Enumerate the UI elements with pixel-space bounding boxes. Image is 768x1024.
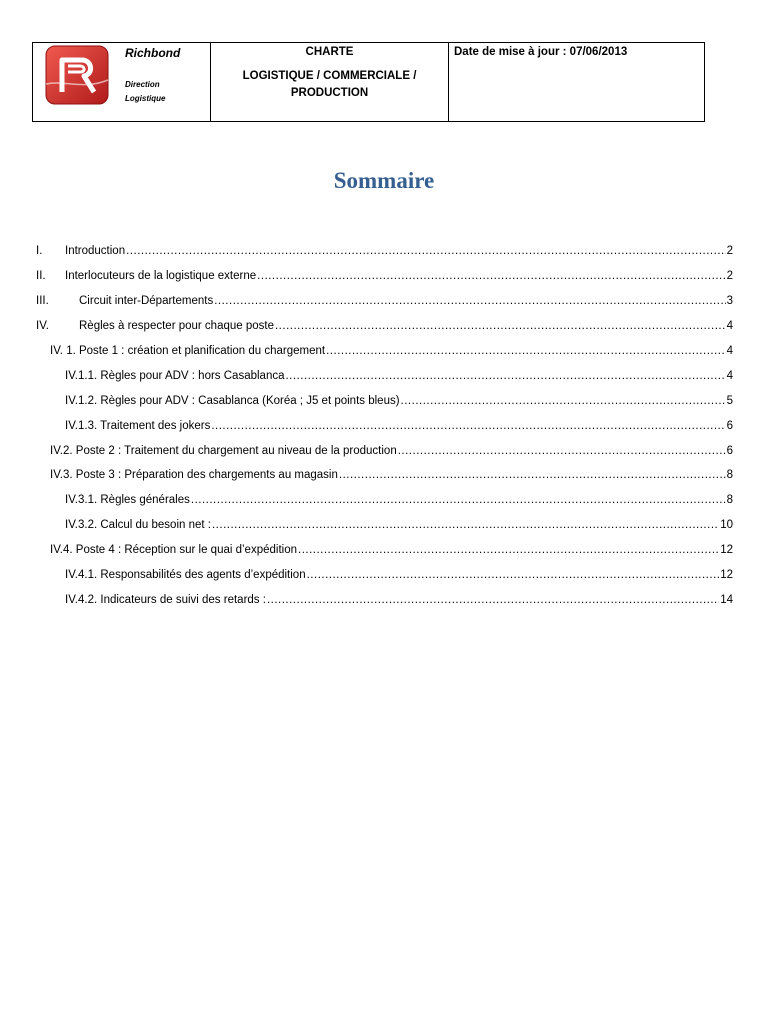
- department-name: [125, 78, 165, 106]
- toc-page-number: 2: [726, 270, 733, 282]
- toc-number: I.: [36, 245, 43, 257]
- logo-cell: [33, 43, 211, 122]
- update-date: Date de mise à jour : 07/06/2013: [454, 46, 628, 58]
- toc-page-number: 12: [720, 544, 733, 556]
- toc-leader-dots: [191, 494, 726, 506]
- toc-entry[interactable]: [50, 469, 733, 481]
- toc-entry[interactable]: [50, 544, 733, 556]
- toc-page-number: 14: [720, 594, 733, 606]
- toc-label: IV.4.1. Responsabilités des agents d’expédition: [65, 569, 306, 581]
- toc-page-number: 12: [720, 569, 733, 581]
- toc-label: IV.2. Poste 2 : Traitement du chargement au niveau de la production: [50, 445, 397, 457]
- toc-page-number: 3: [726, 295, 733, 307]
- toc-entry[interactable]: [65, 569, 733, 581]
- toc-leader-dots: [257, 270, 725, 282]
- toc-entry[interactable]: [65, 370, 733, 382]
- charte-cell: [211, 43, 449, 122]
- toc-label: IV.1.2. Règles pour ADV : Casablanca (Koréa ; J5 et points bleus): [65, 395, 400, 407]
- toc-entry[interactable]: [36, 245, 733, 257]
- toc-leader-dots: [211, 420, 725, 432]
- toc-label: IV.1.3. Traitement des jokers: [65, 420, 211, 432]
- richbond-logo-icon: [44, 44, 110, 106]
- toc-leader-dots: [214, 295, 725, 307]
- toc-label: IV.4.2. Indicateurs de suivi des retards :: [65, 594, 266, 606]
- toc-entry[interactable]: [65, 594, 733, 606]
- toc-leader-dots: [212, 519, 719, 531]
- toc-label: IV.4. Poste 4 : Réception sur le quai d’expédition: [50, 544, 297, 556]
- toc-label: IV.1.1. Règles pour ADV : hors Casablanca: [65, 370, 285, 382]
- toc-leader-dots: [285, 370, 725, 382]
- toc-leader-dots: [275, 320, 726, 332]
- toc-entry[interactable]: [50, 445, 733, 457]
- toc-leader-dots: [398, 445, 726, 457]
- toc-entry[interactable]: [65, 519, 733, 531]
- toc-label: IV. 1. Poste 1 : création et planification du chargement: [50, 345, 326, 357]
- toc-page-number: 4: [726, 370, 733, 382]
- toc-entry[interactable]: [65, 420, 733, 432]
- toc-label: Introduction: [65, 245, 126, 257]
- toc-leader-dots: [326, 345, 725, 357]
- toc-label: IV.3. Poste 3 : Préparation des chargements au magasin: [50, 469, 338, 481]
- toc-page-number: 10: [720, 519, 733, 531]
- page-title: Sommaire: [333, 168, 435, 193]
- toc-label: Circuit inter-Départements: [79, 295, 214, 307]
- charte-title: CHARTE: [305, 46, 354, 58]
- toc-page-number: 5: [726, 395, 733, 407]
- company-name: Richbond: [125, 46, 181, 60]
- toc-entry[interactable]: [65, 395, 733, 407]
- toc-page-number: 8: [726, 469, 733, 481]
- toc-label: Interlocuteurs de la logistique externe: [65, 270, 257, 282]
- toc-entry[interactable]: [36, 295, 733, 307]
- toc-entry[interactable]: [36, 320, 733, 332]
- toc-page-number: 8: [726, 494, 733, 506]
- toc-leader-dots: [126, 245, 725, 257]
- department-line-2: Logistique: [125, 94, 166, 103]
- document-header: [32, 42, 705, 122]
- toc-entry[interactable]: [65, 494, 733, 506]
- toc-leader-dots: [339, 469, 726, 481]
- department-line-1: Direction: [125, 80, 160, 89]
- toc-label: IV.3.2. Calcul du besoin net :: [65, 519, 211, 531]
- toc-number: II.: [36, 270, 46, 282]
- toc-leader-dots: [267, 594, 719, 606]
- toc-number: III.: [36, 295, 49, 307]
- toc-page-number: 2: [726, 245, 733, 257]
- charte-subtitle: LOGISTIQUE / COMMERCIALE / PRODUCTION: [242, 70, 417, 99]
- toc-leader-dots: [401, 395, 726, 407]
- toc-page-number: 4: [726, 320, 733, 332]
- date-cell: [449, 43, 705, 122]
- toc-number: IV.: [36, 320, 50, 332]
- toc-entry[interactable]: [50, 345, 733, 357]
- toc-label: IV.3.1. Règles générales: [65, 494, 190, 506]
- toc-entry[interactable]: [36, 270, 733, 282]
- toc-page-number: 4: [726, 345, 733, 357]
- toc-page-number: 6: [726, 445, 733, 457]
- toc-leader-dots: [298, 544, 719, 556]
- toc-label: Règles à respecter pour chaque poste: [79, 320, 274, 332]
- toc-leader-dots: [307, 569, 720, 581]
- toc-page-number: 6: [726, 420, 733, 432]
